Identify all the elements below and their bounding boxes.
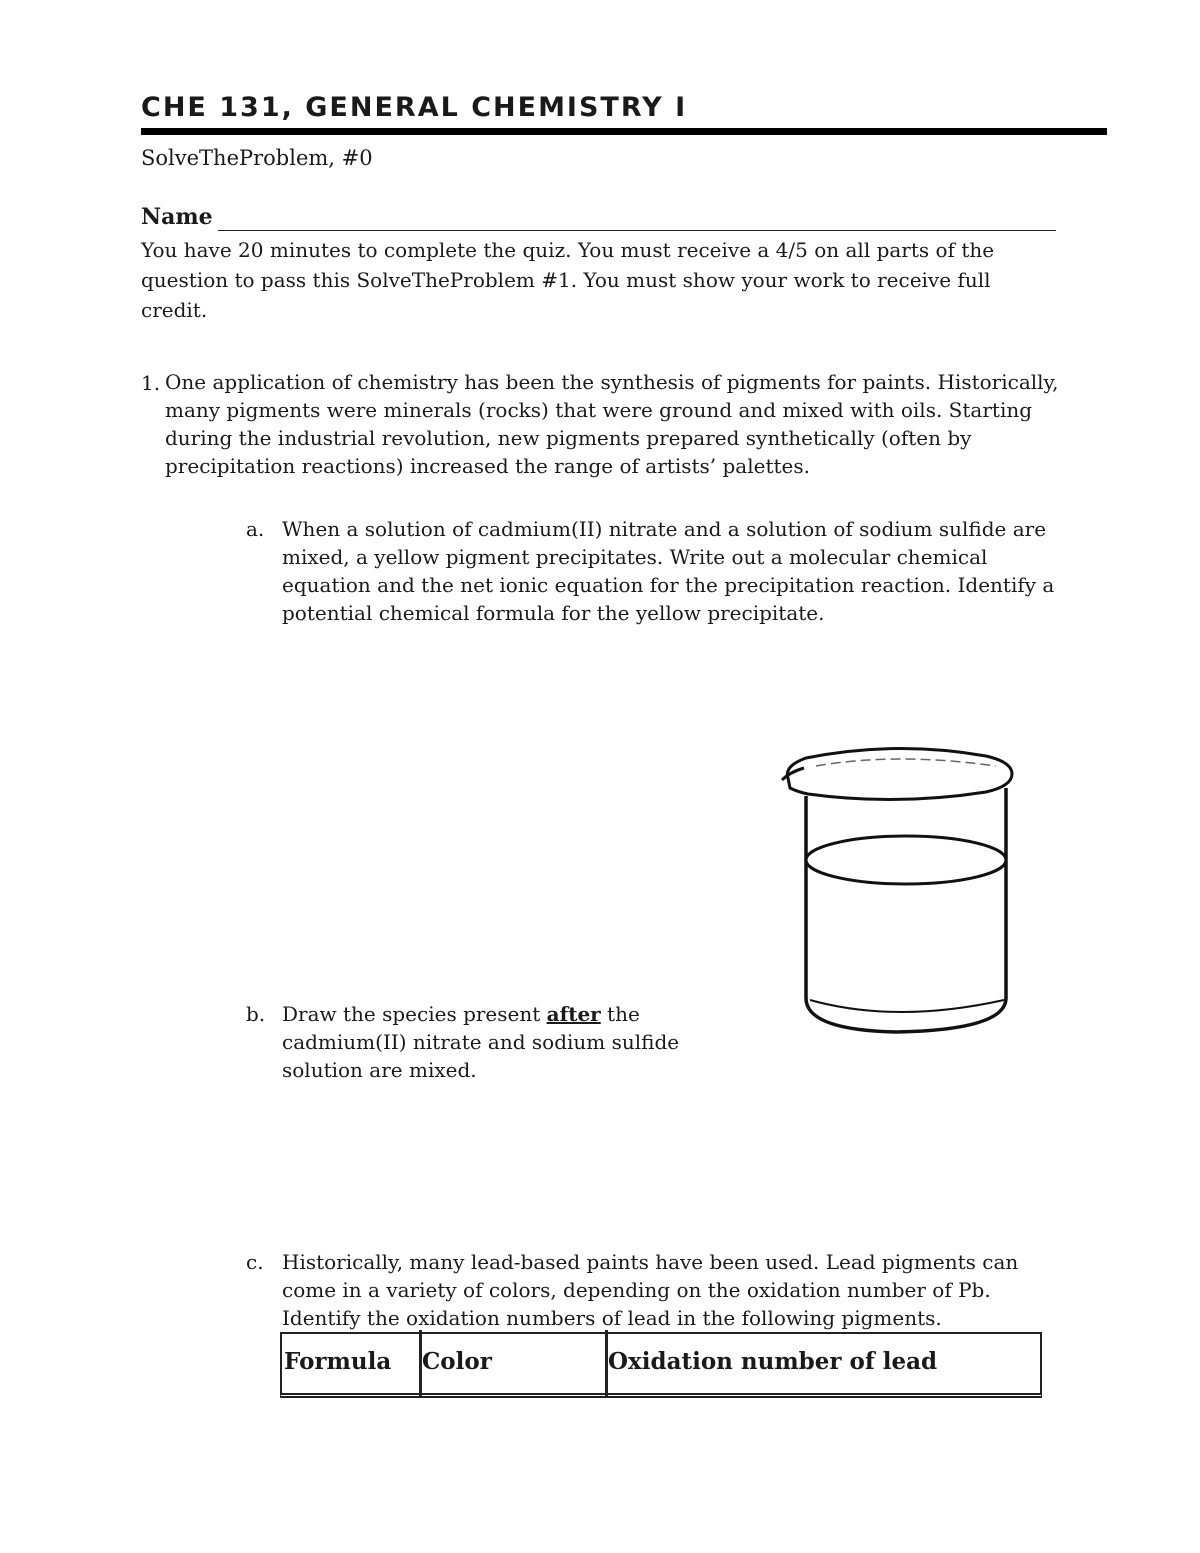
part-a-text: When a solution of cadmium(II) nitrate and a solution of sodium sulfide are mixed, a yellow pigment precipitates. Write out a molecular chemical equation and the net ionic equation for the precipitation reaction. Identify a potential chemical formula for the yellow precipitate.	[282, 517, 1055, 625]
question-text: One application of chemistry has been the synthesis of pigments for paints. Historically, many pigments were minerals (rocks) that were ground and mixed with oils. Starting during the industrial revolution, new pigments prepared synthetically (often by precipitation reactions) increased the range of artists’ palettes.	[165, 370, 1059, 478]
part-c-text: Historically, many lead-based paints have been used. Lead pigments can come in a variety of colors, depending on the oxidation number of Pb. Identify the oxidation numbers of lead in the following pigments.	[282, 1250, 1019, 1330]
part-b-text-after: the cadmium(II) nitrate and sodium sulfide solution are mixed.	[282, 1002, 680, 1082]
pigment-table	[280, 1332, 1042, 1398]
beaker-illustration	[776, 738, 1026, 1038]
part-b-text	[282, 1000, 722, 1084]
name-label: Name	[141, 204, 213, 230]
part-b-text-before: Draw the species present	[282, 1002, 547, 1026]
table-header-oxidation: Oxidation number of lead	[608, 1348, 938, 1375]
title-rule	[141, 128, 1107, 135]
question-number: 1.	[141, 371, 161, 395]
part-a-letter: a.	[246, 517, 265, 541]
part-c-letter: c.	[246, 1250, 264, 1274]
table-header-color: Color	[422, 1348, 492, 1375]
instructions: You have 20 minutes to complete the quiz. You must receive a 4/5 on all parts of the question to pass this SolveTheProblem #1. You must show your work to receive full credit.	[141, 238, 995, 322]
part-b-emphasis: after	[546, 1002, 601, 1026]
name-input-line[interactable]	[218, 230, 1056, 231]
part-b-letter: b.	[246, 1002, 266, 1026]
page-title: CHE 131, GENERAL CHEMISTRY I	[141, 92, 688, 123]
subtitle: SolveTheProblem, #0	[141, 146, 373, 170]
table-header-formula: Formula	[284, 1348, 392, 1375]
